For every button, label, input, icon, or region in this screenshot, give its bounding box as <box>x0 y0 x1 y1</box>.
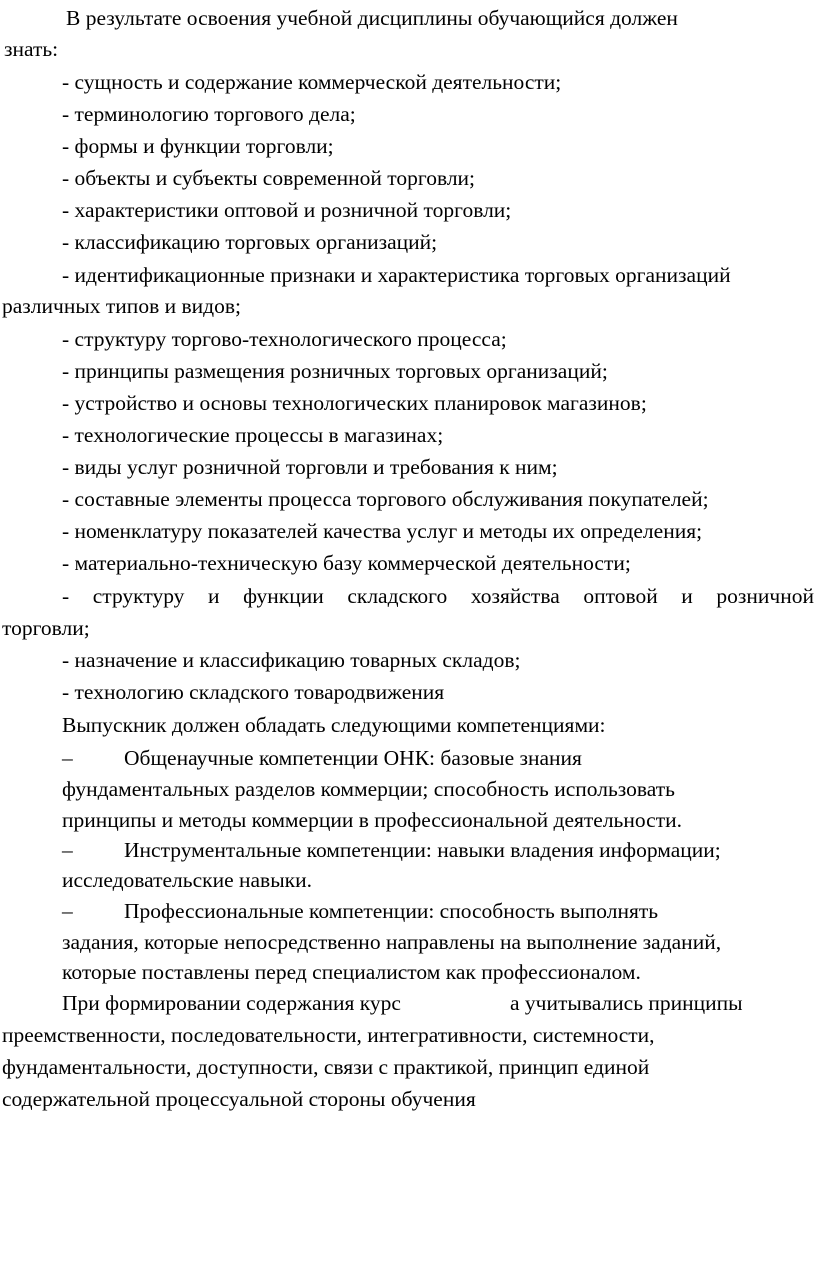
competency-1-line-1: Общенаучные компетенции ОНК: базовые знания <box>124 746 582 770</box>
competency-3-line-3: которые поставлены перед специалистом как профессионалом. <box>62 960 641 984</box>
list-item: - объекты и субъекты современной торговли; <box>62 166 476 190</box>
list-item-warehouse-line-1: - структуру и функции складского хозяйства оптовой и розничной <box>62 584 814 608</box>
list-item: - технологию складского товародвижения <box>62 680 445 704</box>
competency-3-line-1: Профессиональные компетенции: способность выполнять <box>124 899 659 923</box>
list-item: - назначение и классификацию товарных складов; <box>62 648 521 672</box>
list-item: - принципы размещения розничных торговых организаций; <box>62 359 608 383</box>
closing-line-1a: При формировании содержания курс <box>62 991 401 1015</box>
intro-line-2: знать: <box>4 37 59 61</box>
closing-line-4: содержательной процессуальной стороны обучения <box>2 1087 476 1111</box>
list-item: - номенклатуру показателей качества услуг и методы их определения; <box>62 519 703 543</box>
closing-line-3: фундаментальности, доступности, связи с практикой, принцип единой <box>2 1055 650 1079</box>
list-item-warehouse-line-2: торговли; <box>2 616 90 640</box>
competency-2-line-1: Инструментальные компетенции: навыки владения информации; <box>124 838 721 862</box>
closing-line-2: преемственности, последовательности, интегративности, системности, <box>2 1023 655 1047</box>
competency-2-line-2: исследовательские навыки. <box>62 868 312 892</box>
intro-line-1: В результате освоения учебной дисциплины обучающийся должен <box>66 6 678 30</box>
competency-dash: – <box>62 899 73 923</box>
list-item: - технологические процессы в магазинах; <box>62 423 444 447</box>
competency-1-line-2: фундаментальных разделов коммерции; способность использовать <box>62 777 675 801</box>
list-item: - сущность и содержание коммерческой деятельности; <box>62 70 562 94</box>
closing-line-1b: а учитывались принципы <box>510 991 743 1015</box>
list-item: - терминологию торгового дела; <box>62 102 356 126</box>
competency-1-line-3: принципы и методы коммерции в профессиональной деятельности. <box>62 808 682 832</box>
competency-dash: – <box>62 838 73 862</box>
competency-dash: – <box>62 746 73 770</box>
competency-3-line-2: задания, которые непосредственно направлены на выполнение заданий, <box>62 930 722 954</box>
list-item-identification-line-2: различных типов и видов; <box>2 294 241 318</box>
list-item-identification-line-1: - идентификационные признаки и характеристика торговых организаций <box>62 263 731 287</box>
list-item: - материально-техническую базу коммерческой деятельности; <box>62 551 631 575</box>
list-item: - характеристики оптовой и розничной торговли; <box>62 198 512 222</box>
list-item: - составные элементы процесса торгового обслуживания покупателей; <box>62 487 709 511</box>
list-item: - структуру торгово-технологического процесса; <box>62 327 507 351</box>
list-item: - формы и функции торговли; <box>62 134 334 158</box>
competencies-intro: Выпускник должен обладать следующими компетенциями: <box>62 713 606 737</box>
list-item: - устройство и основы технологических планировок магазинов; <box>62 391 647 415</box>
list-item: - классификацию торговых организаций; <box>62 230 438 254</box>
list-item: - виды услуг розничной торговли и требования к ним; <box>62 455 558 479</box>
